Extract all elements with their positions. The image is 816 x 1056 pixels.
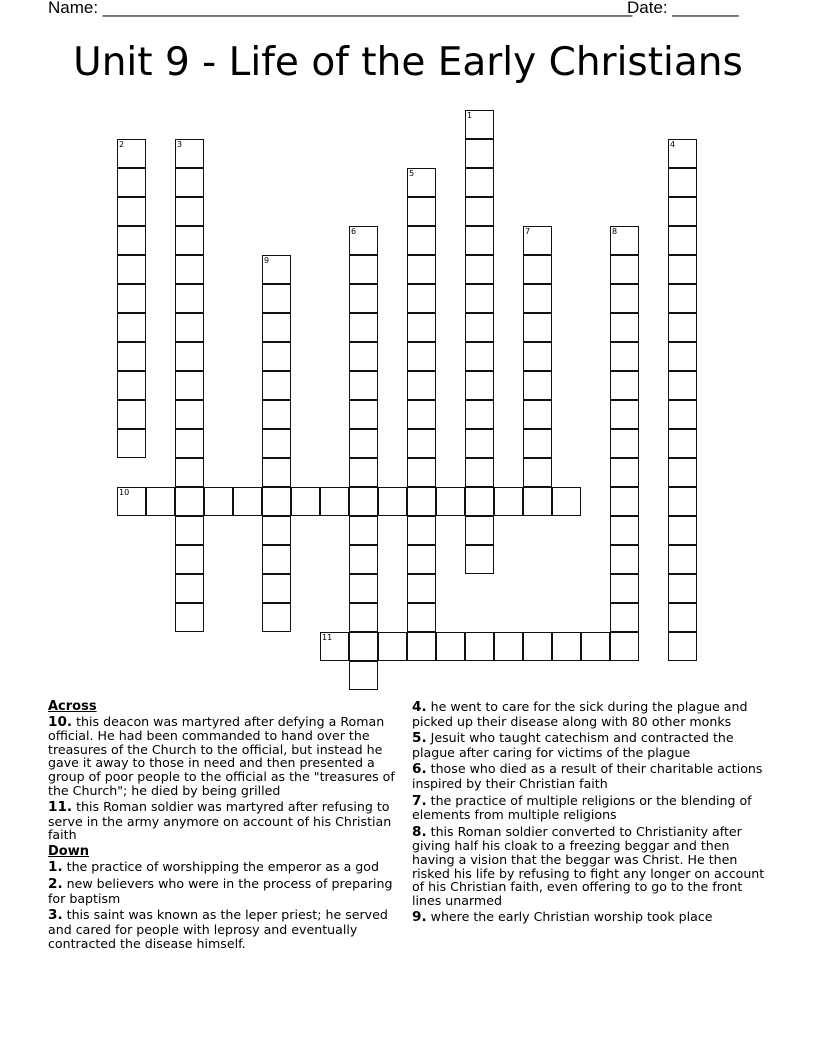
crossword-cell[interactable] <box>523 429 552 458</box>
crossword-cell[interactable] <box>668 429 697 458</box>
crossword-cell[interactable] <box>407 603 436 632</box>
crossword-cell[interactable] <box>117 226 146 255</box>
crossword-cell[interactable] <box>494 487 523 516</box>
crossword-cell[interactable] <box>117 487 146 516</box>
crossword-cell[interactable] <box>175 197 204 226</box>
crossword-cell[interactable] <box>117 342 146 371</box>
date-field-label[interactable]: Date: _______ <box>627 0 739 17</box>
crossword-cell[interactable] <box>262 545 291 574</box>
crossword-cell[interactable] <box>407 487 436 516</box>
crossword-cell[interactable] <box>262 400 291 429</box>
crossword-cell[interactable] <box>465 400 494 429</box>
clue-down-1 <box>48 860 408 875</box>
crossword-cell[interactable] <box>175 313 204 342</box>
crossword-cell[interactable] <box>668 632 697 661</box>
crossword-cell[interactable] <box>523 371 552 400</box>
clue-number: 1. <box>48 858 63 875</box>
crossword-cell[interactable] <box>668 255 697 284</box>
crossword-cell[interactable] <box>117 429 146 458</box>
crossword-cell[interactable] <box>523 400 552 429</box>
clue-down-6 <box>412 762 772 790</box>
crossword-cell[interactable] <box>523 632 552 661</box>
crossword-cell[interactable] <box>668 545 697 574</box>
crossword-cell[interactable] <box>610 342 639 371</box>
crossword-cell[interactable] <box>262 284 291 313</box>
crossword-cell[interactable] <box>610 429 639 458</box>
crossword-cell[interactable] <box>668 139 697 168</box>
clue-number: 8. <box>412 823 427 840</box>
crossword-cell[interactable] <box>262 313 291 342</box>
crossword-cell[interactable] <box>610 255 639 284</box>
crossword-cell[interactable] <box>175 429 204 458</box>
clues-column-left <box>48 700 408 953</box>
crossword-cell[interactable] <box>407 400 436 429</box>
cell-number: 6 <box>351 227 357 236</box>
crossword-cell[interactable] <box>349 487 378 516</box>
crossword-cell[interactable] <box>175 139 204 168</box>
crossword-cell[interactable] <box>610 632 639 661</box>
cell-number: 5 <box>409 169 415 178</box>
cell-number: 10 <box>119 488 130 497</box>
crossword-cell[interactable] <box>523 487 552 516</box>
crossword-cell[interactable] <box>407 168 436 197</box>
clue-text: new believers who were in the process of preparing for baptism <box>48 876 393 906</box>
cell-number: 1 <box>467 111 473 120</box>
cell-number: 3 <box>177 140 183 149</box>
crossword-cell[interactable] <box>407 342 436 371</box>
crossword-cell[interactable] <box>117 400 146 429</box>
crossword-cell[interactable] <box>581 632 610 661</box>
crossword-cell[interactable] <box>349 371 378 400</box>
crossword-cell[interactable] <box>175 342 204 371</box>
crossword-cell[interactable] <box>349 574 378 603</box>
clue-number: 2. <box>48 876 63 893</box>
crossword-cell[interactable] <box>175 516 204 545</box>
crossword-cell[interactable] <box>465 516 494 545</box>
crossword-cell[interactable] <box>610 603 639 632</box>
crossword-cell[interactable] <box>610 516 639 545</box>
crossword-cell[interactable] <box>610 284 639 313</box>
crossword-cell[interactable] <box>436 632 465 661</box>
clue-across-10 <box>48 715 408 798</box>
crossword-cell[interactable] <box>117 284 146 313</box>
clue-number: 4. <box>412 699 427 715</box>
cell-number: 7 <box>525 227 531 236</box>
clue-number: 3. <box>48 907 63 924</box>
across-heading: Across <box>48 699 97 714</box>
crossword-cell[interactable] <box>436 487 465 516</box>
crossword-cell[interactable] <box>349 458 378 487</box>
crossword-cell[interactable] <box>378 632 407 661</box>
crossword-cell[interactable] <box>465 458 494 487</box>
clue-down-7 <box>412 794 772 822</box>
crossword-cell[interactable] <box>175 574 204 603</box>
cell-number: 2 <box>119 140 125 149</box>
crossword-cell[interactable] <box>465 284 494 313</box>
crossword-cell[interactable] <box>349 400 378 429</box>
crossword-cell[interactable] <box>668 400 697 429</box>
crossword-cell[interactable] <box>117 371 146 400</box>
clue-number: 10. <box>48 713 73 730</box>
clues-column-right <box>412 700 772 928</box>
crossword-cell[interactable] <box>175 226 204 255</box>
crossword-cell[interactable] <box>175 545 204 574</box>
crossword-cell[interactable] <box>349 226 378 255</box>
clue-text: Jesuit who taught catechism and contracted the plague after caring for victims of the plague <box>412 730 734 760</box>
crossword-cell[interactable] <box>407 197 436 226</box>
crossword-cell[interactable] <box>668 516 697 545</box>
crossword-cell[interactable] <box>610 400 639 429</box>
crossword-cell[interactable] <box>407 545 436 574</box>
crossword-cell[interactable] <box>610 371 639 400</box>
clue-number: 5. <box>412 730 427 747</box>
clue-down-9 <box>412 910 772 925</box>
clue-down-3 <box>48 908 408 950</box>
crossword-cell[interactable] <box>610 487 639 516</box>
crossword-cell[interactable] <box>668 197 697 226</box>
crossword-cell[interactable] <box>349 661 378 690</box>
crossword-cell[interactable] <box>465 487 494 516</box>
crossword-cell[interactable] <box>349 284 378 313</box>
crossword-cell[interactable] <box>407 371 436 400</box>
crossword-cell[interactable] <box>117 313 146 342</box>
crossword-cell[interactable] <box>175 458 204 487</box>
crossword-cell[interactable] <box>349 632 378 661</box>
clue-text: the practice of multiple religions or the blending of elements from multiple religions <box>412 792 752 823</box>
clue-down-5 <box>412 731 772 759</box>
crossword-cell[interactable] <box>175 400 204 429</box>
crossword-cell[interactable] <box>668 284 697 313</box>
crossword-cell[interactable] <box>407 429 436 458</box>
crossword-cell[interactable] <box>407 632 436 661</box>
crossword-cell[interactable] <box>668 226 697 255</box>
clue-number: 9. <box>412 909 427 926</box>
crossword-cell[interactable] <box>407 516 436 545</box>
crossword-cell[interactable] <box>465 139 494 168</box>
crossword-cell[interactable] <box>610 313 639 342</box>
crossword-cell[interactable] <box>262 574 291 603</box>
cell-number: 9 <box>264 256 270 265</box>
crossword-cell[interactable] <box>668 603 697 632</box>
crossword-cell[interactable] <box>349 516 378 545</box>
clue-number: 6. <box>412 761 427 778</box>
crossword-cell[interactable] <box>523 255 552 284</box>
clue-number: 7. <box>412 792 427 809</box>
crossword-cell[interactable] <box>407 458 436 487</box>
crossword-cell[interactable] <box>494 632 523 661</box>
crossword-cell[interactable] <box>146 487 175 516</box>
clue-down-2 <box>48 877 408 905</box>
crossword-cell[interactable] <box>349 342 378 371</box>
crossword-cell[interactable] <box>175 371 204 400</box>
crossword-cell[interactable] <box>117 197 146 226</box>
crossword-cell[interactable] <box>262 255 291 284</box>
crossword-cell[interactable] <box>262 487 291 516</box>
clue-down-8 <box>412 825 772 908</box>
clue-across-11 <box>48 800 408 842</box>
crossword-cell[interactable] <box>349 255 378 284</box>
crossword-cell[interactable] <box>610 458 639 487</box>
clue-down-4 <box>412 700 772 728</box>
crossword-cell[interactable] <box>552 487 581 516</box>
crossword-cell[interactable] <box>262 603 291 632</box>
clue-text: this Roman soldier converted to Christianity after giving half his cloak to a freezing beggar and then having a vision that the beggar was Christ. He then risked his life by refusing to fight any longer on account of his Christian faith, even offering to go to the front lines unarmed <box>412 823 765 908</box>
crossword-cell[interactable] <box>523 458 552 487</box>
cell-number: 11 <box>322 633 333 642</box>
crossword-cell[interactable] <box>523 284 552 313</box>
crossword-cell[interactable] <box>262 342 291 371</box>
clue-text: he went to care for the sick during the plague and picked up their disease along with 80 other monks <box>412 699 748 729</box>
crossword-cell[interactable] <box>523 342 552 371</box>
crossword-cell[interactable] <box>668 574 697 603</box>
crossword-cell[interactable] <box>668 487 697 516</box>
crossword-cell[interactable] <box>552 632 581 661</box>
crossword-cell[interactable] <box>175 487 204 516</box>
crossword-cell[interactable] <box>320 632 349 661</box>
crossword-cell[interactable] <box>465 371 494 400</box>
crossword-cell[interactable] <box>465 429 494 458</box>
clue-text: where the early Christian worship took place <box>430 909 713 925</box>
crossword-cell[interactable] <box>262 371 291 400</box>
crossword-cell[interactable] <box>378 487 407 516</box>
cell-number: 4 <box>670 140 676 149</box>
crossword-cell[interactable] <box>349 545 378 574</box>
crossword-cell[interactable] <box>465 342 494 371</box>
crossword-cell[interactable] <box>204 487 233 516</box>
cell-number: 8 <box>612 227 618 236</box>
clue-text: this deacon was martyred after defying a Roman official. He had been commanded to hand over the treasures of the Church to the official, but instead he gave it away to those in need and then presented a group of poor people to the official as the "treasures of the Church"; he died by being grilled <box>48 713 395 798</box>
crossword-cell[interactable] <box>291 487 320 516</box>
crossword-cell[interactable] <box>262 516 291 545</box>
crossword-cell[interactable] <box>117 139 146 168</box>
crossword-cell[interactable] <box>523 313 552 342</box>
crossword-cell[interactable] <box>175 603 204 632</box>
crossword-cell[interactable] <box>668 313 697 342</box>
clue-text: the practice of worshipping the emperor as a god <box>66 858 379 874</box>
crossword-cell[interactable] <box>465 313 494 342</box>
crossword-cell[interactable] <box>349 603 378 632</box>
crossword-cell[interactable] <box>407 255 436 284</box>
clue-text: this saint was known as the leper priest; he served and cared for people with leprosy and eventually contracted the disease himself. <box>48 907 388 951</box>
crossword-cell[interactable] <box>262 429 291 458</box>
crossword-cell[interactable] <box>668 458 697 487</box>
down-heading: Down <box>48 843 89 859</box>
page-title: Unit 9 - Life of the Early Christians <box>73 40 743 85</box>
crossword-cell[interactable] <box>523 226 552 255</box>
crossword-cell[interactable] <box>175 168 204 197</box>
crossword-cell[interactable] <box>465 226 494 255</box>
crossword-cell[interactable] <box>668 168 697 197</box>
crossword-cell[interactable] <box>407 574 436 603</box>
crossword-cell[interactable] <box>349 313 378 342</box>
crossword-cell[interactable] <box>465 632 494 661</box>
crossword-cell[interactable] <box>320 487 349 516</box>
clue-text: those who died as a result of their charitable actions inspired by their Christian faith <box>412 761 763 791</box>
crossword-cell[interactable] <box>407 313 436 342</box>
crossword-cell[interactable] <box>668 342 697 371</box>
crossword-cell[interactable] <box>668 371 697 400</box>
crossword-cell[interactable] <box>117 168 146 197</box>
crossword-cell[interactable] <box>407 226 436 255</box>
crossword-cell[interactable] <box>465 197 494 226</box>
crossword-cell[interactable] <box>465 255 494 284</box>
crossword-cell[interactable] <box>610 545 639 574</box>
clue-text: this Roman soldier was martyred after refusing to serve in the army anymore on account of his Christian faith <box>48 799 392 843</box>
crossword-cell[interactable] <box>610 226 639 255</box>
crossword-cell[interactable] <box>262 458 291 487</box>
crossword-cell[interactable] <box>610 574 639 603</box>
crossword-cell[interactable] <box>175 255 204 284</box>
crossword-cell[interactable] <box>233 487 262 516</box>
clue-number: 11. <box>48 799 73 816</box>
crossword-cell[interactable] <box>465 110 494 139</box>
crossword-cell[interactable] <box>117 255 146 284</box>
crossword-cell[interactable] <box>465 545 494 574</box>
name-field-label[interactable]: Name: ________________________________________________________ <box>48 0 633 17</box>
crossword-cell[interactable] <box>175 284 204 313</box>
crossword-cell[interactable] <box>349 429 378 458</box>
crossword-cell[interactable] <box>407 284 436 313</box>
crossword-cell[interactable] <box>465 168 494 197</box>
